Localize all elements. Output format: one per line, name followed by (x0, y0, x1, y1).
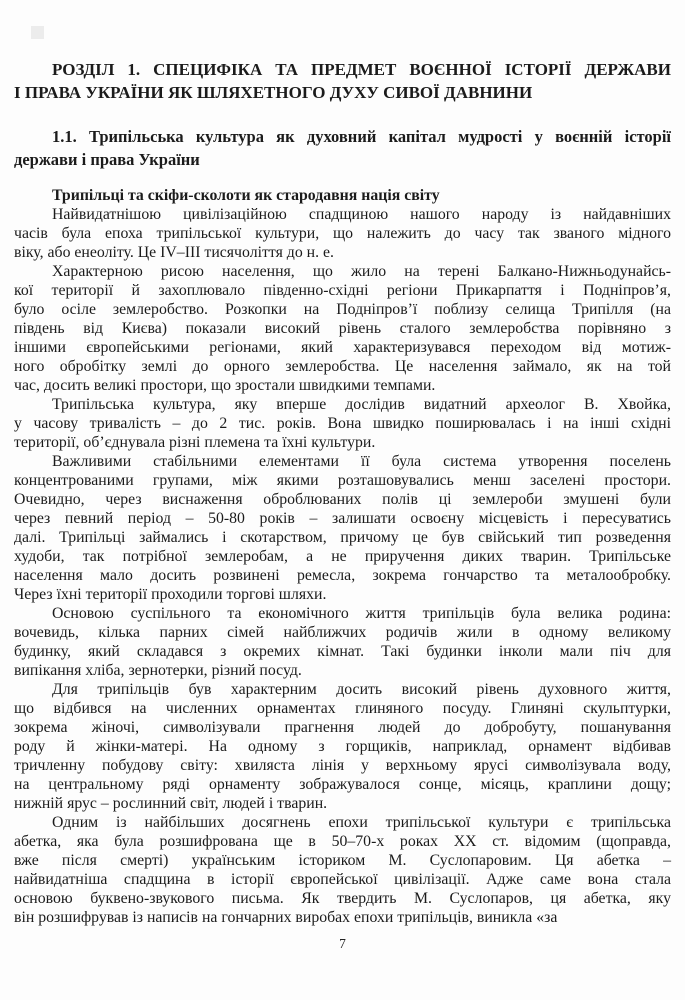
text-line: Важливими стабільними елементами її була система утворення поселень (52, 453, 671, 470)
text-line: вже після смерті) українським істориком М. Суслопаровим. Ця абетка – (14, 852, 671, 869)
text-line: іншими європейськими регіонами, який характеризувався переходом від мотиж- (14, 339, 671, 356)
text-line: Для трипільців був характерним досить високий рівень духовного життя, (52, 681, 671, 698)
text-line: будинку, який складався з окремих кімнат. Такі будинки інколи мали піч для (14, 643, 671, 660)
page-number: 7 (339, 936, 346, 951)
text-line: на центральному ряді орнаменту зображувалося сонце, місяць, краплини дощу; (14, 776, 671, 793)
text-line: концентрованими групами, між якими розташовувались менш заселені простори. (14, 472, 671, 489)
subsection-heading (14, 186, 671, 205)
text-line: найвидатніша спадщина в історії європейської цивілізації. Адже саме вона стала (14, 871, 671, 888)
text-line: південь від Києва) показали високий рівень сталого землеробства порівняно з (14, 320, 671, 337)
text-line: Одним із найбільших досягнень епохи трипільської культури є трипільська (52, 814, 671, 831)
text-line: час, досить великі простори, що зростали швидкими темпами. (14, 377, 436, 394)
paragraph (14, 604, 671, 680)
text-line: Трипільці та скіфи-сколоти як стародавня нація світу (52, 187, 440, 204)
text-line: основою буквено-звукового письма. Як твердить М. Суслопаров, ця абетка, яку (14, 890, 671, 907)
paragraph (14, 452, 671, 604)
text-line: роду й жінки-матері. На одному з горщиків, наприклад, орнамент відбивав (14, 738, 671, 755)
text-line: далі. Трипільці займались і скотарством, причому це був свійський тип розведення (14, 529, 671, 546)
text-line: Очевидно, через виснаження оброблюваних полів ці землероби змушені були (14, 491, 671, 508)
text-line: Характерною рисою населення, що жило на терені Балкано-Нижньодунайсь- (52, 263, 671, 280)
text-line: тричленну побудову світу: хвиляста лінія у верхньому ярусі символізувала воду, (14, 757, 671, 774)
text-line: у часову тривалість – до 2 тис. років. Вона швидко поширювалась і на інші східні (14, 415, 671, 432)
text-line: території, об’єднувала різні племена та їхні культури. (14, 434, 376, 451)
text-line: І ПРАВА УКРАЇНИ ЯК ШЛЯХЕТНОГО ДУХУ СИВОЇ ДАВНИНИ (14, 83, 533, 102)
paragraph (14, 205, 671, 262)
text-line: Трипільська культура, яку вперше дослідив видатний археолог В. Хвойка, (52, 396, 671, 413)
text-line: населення мало досить розвинені ремесла, зокрема гончарство та металообробку. (14, 567, 671, 584)
paragraph (14, 395, 671, 452)
text-line: випікання хліба, зернотерки, різний посуд. (14, 662, 302, 679)
page-content (14, 58, 671, 927)
text-line: що відбився на численних орнаментах глиняного посуду. Глиняні скульптурки, (14, 700, 671, 717)
text-line: ного обробітку землі до орного землеробства. Це населення займало, як на той (14, 358, 671, 375)
paragraph (14, 680, 671, 813)
text-line: було осіле землеробство. Розкопки на Подніпров’ї поблизу селища Трипілля (на (14, 301, 671, 318)
text-line: часів була епоха трипільської культури, що належить до часу так званого мідного (14, 225, 671, 242)
text-line: 1.1. Трипільська культура як духовний капітал мудрості у воєнній історії (52, 127, 671, 146)
text-line: абетка, яка була розшифрована ще в 50–70-х роках ХХ ст. відомим (щоправда, (14, 833, 671, 850)
scan-artifact (31, 26, 44, 39)
text-line: через певний період – 50-80 років – залишати освоєну місцевість і пересуватись (14, 510, 671, 527)
text-line: нижній ярус – рослинний світ, людей і тварин. (14, 795, 328, 812)
body-text (14, 186, 671, 927)
text-line: він розшифрував із написів на гончарних виробах епохи трипільців, виникла «за (14, 909, 558, 926)
text-line: вочевидь, кілька парних сімей найближчих родичів жили в одному великому (14, 624, 671, 641)
text-line: зокрема жіночі, символізували прагнення людей до добробуту, пошанування (14, 719, 671, 736)
text-line: Через їхні території проходили торгові шляхи. (14, 586, 327, 603)
text-line: кої території й захоплювало південно-східні регіони Прикарпаття і Подніпров’я, (14, 282, 671, 299)
paragraph (14, 262, 671, 395)
text-line: худоби, так потрібної землеробам, а не приручення диких тварин. Трипільське (14, 548, 671, 565)
text-line: Найвидатнішою цивілізаційною спадщиною нашого народу із найдавніших (52, 206, 671, 223)
text-line: держави і права України (14, 150, 200, 169)
section-heading (14, 125, 671, 171)
paragraph (14, 813, 671, 927)
text-line: РОЗДІЛ 1. СПЕЦИФІКА ТА ПРЕДМЕТ ВОЄННОЇ ІСТОРІЇ ДЕРЖАВИ (52, 60, 671, 79)
text-line: Основою суспільного та економічного життя трипільців була велика родина: (52, 605, 671, 622)
chapter-heading (14, 58, 671, 104)
text-line: віку, або енеоліту. Це IV–III тисячоліття до н. е. (14, 244, 334, 261)
